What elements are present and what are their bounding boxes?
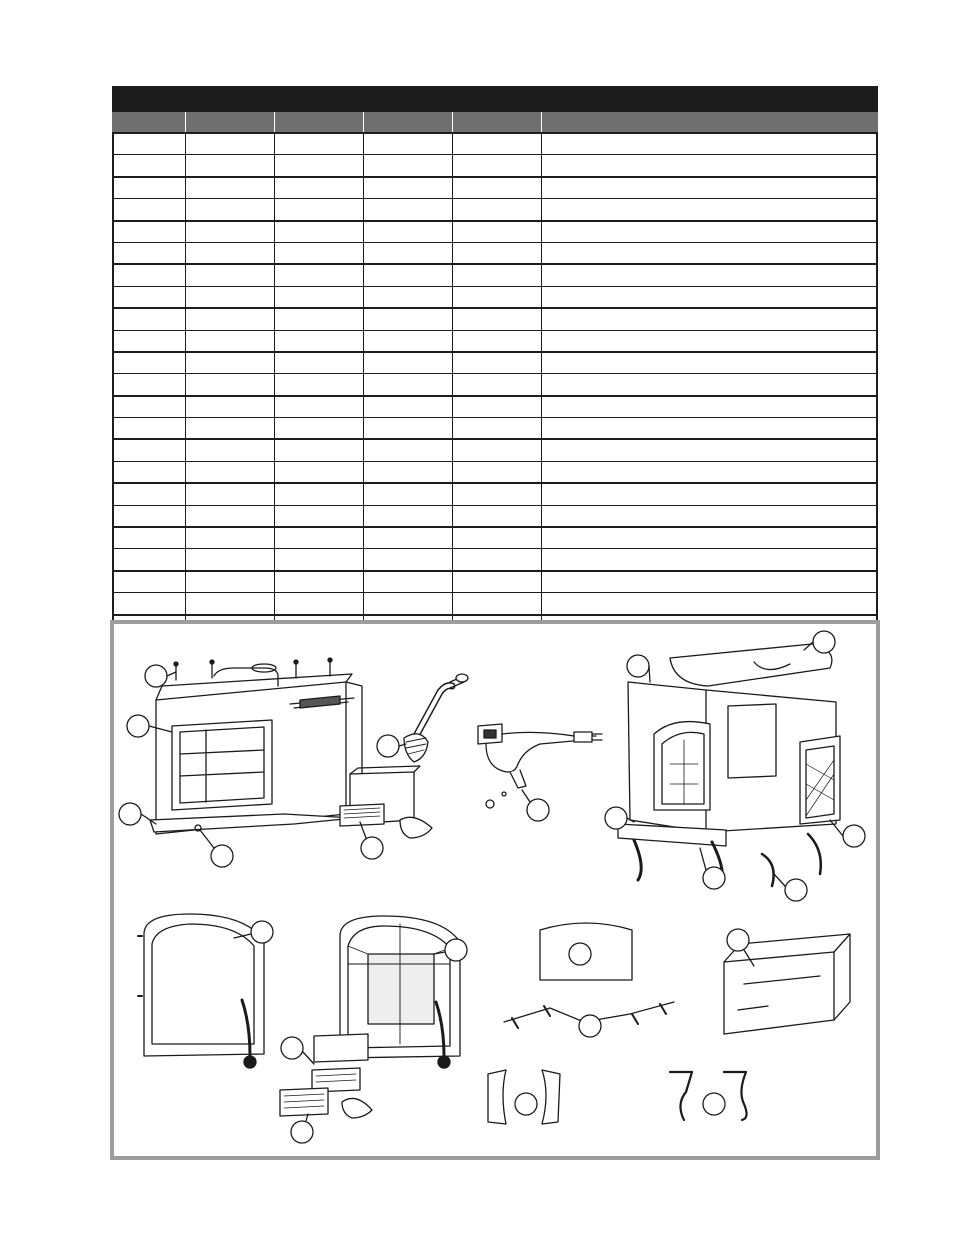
- table-cell: [453, 222, 542, 242]
- table-cell: [364, 199, 453, 219]
- table-cell: [364, 418, 453, 438]
- table-cell-description: [542, 155, 876, 175]
- table-cell: [453, 572, 542, 592]
- table-cell: [364, 309, 453, 329]
- table-cell: [275, 222, 364, 242]
- table-cell: [453, 440, 542, 460]
- table-cell: [453, 374, 542, 394]
- table-row: [114, 199, 876, 221]
- table-cell-description: [542, 374, 876, 394]
- table-cell: [364, 222, 453, 242]
- table-cell: [186, 265, 275, 285]
- table-cell: [453, 506, 542, 526]
- table-cell: [364, 374, 453, 394]
- table-cell-description: [542, 287, 876, 307]
- table-cell: [364, 593, 453, 613]
- table-cell-description: [542, 178, 876, 198]
- table-row: [114, 155, 876, 177]
- table-row: [114, 331, 876, 353]
- table-cell-description: [542, 528, 876, 548]
- table-cell-description: [542, 243, 876, 263]
- table-cell: [275, 462, 364, 482]
- table-cell: [114, 440, 186, 460]
- table-cell: [364, 353, 453, 373]
- table-cell: [364, 506, 453, 526]
- table-cell: [275, 549, 364, 569]
- table-row: [114, 265, 876, 286]
- table-cell: [114, 222, 186, 242]
- table-cell: [453, 287, 542, 307]
- table-cell-description: [542, 572, 876, 592]
- table-cell: [114, 484, 186, 504]
- table-cell: [275, 418, 364, 438]
- column-header-1: [112, 112, 186, 132]
- table-cell: [275, 155, 364, 175]
- table-row: [114, 374, 876, 396]
- table-cell-description: [542, 309, 876, 329]
- baffle-plate-drawing: [540, 923, 632, 980]
- table-cell: [114, 178, 186, 198]
- table-cell: [275, 199, 364, 219]
- table-cell: [275, 134, 364, 154]
- table-cell: [453, 265, 542, 285]
- table-cell-description: [542, 506, 876, 526]
- table-cell: [275, 287, 364, 307]
- table-cell: [114, 593, 186, 613]
- table-cell: [364, 572, 453, 592]
- table-cell: [114, 331, 186, 351]
- column-header-5: [453, 112, 542, 132]
- table-cell: [186, 199, 275, 219]
- table-cell-description: [542, 549, 876, 569]
- table-row: [114, 309, 876, 330]
- table-cell: [186, 374, 275, 394]
- table-cell: [275, 484, 364, 504]
- table-cell: [275, 331, 364, 351]
- table-cell-description: [542, 222, 876, 242]
- table-cell: [275, 528, 364, 548]
- table-cell: [453, 484, 542, 504]
- table-cell: [364, 178, 453, 198]
- stove-body-drawing: [618, 644, 840, 886]
- firebrick-rod-drawing: [504, 1002, 674, 1037]
- table-cell: [186, 440, 275, 460]
- table-cell: [114, 287, 186, 307]
- table-cell-description: [542, 593, 876, 613]
- table-cell: [114, 572, 186, 592]
- table-cell: [186, 418, 275, 438]
- table-cell: [114, 243, 186, 263]
- table-cell: [186, 287, 275, 307]
- table-cell: [186, 506, 275, 526]
- table-body: [112, 134, 878, 650]
- table-row: [114, 528, 876, 549]
- table-cell-description: [542, 397, 876, 417]
- door-arched-glass-drawing: [138, 914, 273, 1068]
- wiring-harness-drawing: [478, 724, 602, 821]
- table-cell: [186, 309, 275, 329]
- table-cell: [275, 309, 364, 329]
- table-cell: [453, 309, 542, 329]
- ash-drawer-drawing: [724, 929, 850, 1034]
- table-row: [114, 222, 876, 243]
- table-cell: [275, 243, 364, 263]
- table-cell: [114, 418, 186, 438]
- table-cell-description: [542, 418, 876, 438]
- table-row: [114, 440, 876, 461]
- table-cell: [275, 178, 364, 198]
- table-cell: [186, 353, 275, 373]
- table-row: [114, 593, 876, 615]
- column-header-2: [186, 112, 275, 132]
- table-row: [114, 287, 876, 309]
- table-cell: [114, 265, 186, 285]
- table-cell: [186, 155, 275, 175]
- table-cell: [186, 178, 275, 198]
- table-cell: [453, 418, 542, 438]
- table-cell: [275, 397, 364, 417]
- table-row: [114, 243, 876, 265]
- table-cell: [186, 528, 275, 548]
- table-cell-description: [542, 462, 876, 482]
- table-cell: [186, 572, 275, 592]
- table-cell: [186, 134, 275, 154]
- table-cell: [275, 572, 364, 592]
- table-row: [114, 353, 876, 374]
- table-cell: [364, 528, 453, 548]
- table-cell-description: [542, 134, 876, 154]
- table-cell: [453, 528, 542, 548]
- table-cell: [114, 134, 186, 154]
- table-cell: [186, 222, 275, 242]
- table-cell: [275, 506, 364, 526]
- table-cell: [453, 462, 542, 482]
- column-header-3: [275, 112, 364, 132]
- table-cell: [114, 353, 186, 373]
- table-cell: [186, 331, 275, 351]
- table-cell: [364, 397, 453, 417]
- table-cell-description: [542, 484, 876, 504]
- table-row: [114, 484, 876, 505]
- table-cell: [114, 528, 186, 548]
- table-cell: [114, 397, 186, 417]
- table-row: [114, 134, 876, 155]
- table-title-bar: [112, 86, 878, 112]
- column-header-description: [542, 112, 878, 132]
- parts-table: [112, 86, 878, 650]
- table-row: [114, 506, 876, 528]
- table-row: [114, 549, 876, 571]
- table-cell-description: [542, 265, 876, 285]
- table-cell: [364, 331, 453, 351]
- table-cell: [364, 155, 453, 175]
- table-cell: [275, 440, 364, 460]
- table-cell: [186, 549, 275, 569]
- table-cell-description: [542, 440, 876, 460]
- table-column-headers: [112, 112, 878, 134]
- blower-kit-drawing: [280, 1034, 372, 1143]
- table-cell: [114, 462, 186, 482]
- table-cell: [453, 353, 542, 373]
- side-panels-drawing: [488, 1070, 560, 1124]
- parts-diagram: [114, 624, 876, 1156]
- table-cell: [114, 374, 186, 394]
- table-cell-description: [542, 331, 876, 351]
- table-cell: [453, 199, 542, 219]
- table-cell: [186, 397, 275, 417]
- table-row: [114, 572, 876, 593]
- table-cell: [186, 462, 275, 482]
- table-cell: [364, 440, 453, 460]
- table-cell: [364, 549, 453, 569]
- table-cell: [453, 134, 542, 154]
- table-cell: [114, 199, 186, 219]
- parts-diagram-panel: [110, 620, 880, 1160]
- table-cell-description: [542, 353, 876, 373]
- table-cell: [364, 134, 453, 154]
- table-cell: [186, 243, 275, 263]
- table-cell: [453, 593, 542, 613]
- table-cell: [364, 462, 453, 482]
- table-cell: [275, 374, 364, 394]
- table-cell: [114, 549, 186, 569]
- table-cell: [453, 178, 542, 198]
- table-cell: [114, 309, 186, 329]
- column-header-4: [364, 112, 453, 132]
- table-cell: [275, 353, 364, 373]
- table-cell: [364, 265, 453, 285]
- table-cell: [364, 484, 453, 504]
- table-cell: [186, 593, 275, 613]
- table-row: [114, 178, 876, 199]
- table-cell: [186, 484, 275, 504]
- table-cell: [114, 506, 186, 526]
- table-cell: [453, 155, 542, 175]
- table-cell: [453, 331, 542, 351]
- table-cell: [114, 155, 186, 175]
- table-cell: [275, 593, 364, 613]
- table-row: [114, 397, 876, 418]
- handle-tool-drawing: [377, 674, 468, 762]
- table-row: [114, 418, 876, 440]
- table-cell: [453, 549, 542, 569]
- table-cell-description: [542, 199, 876, 219]
- cast-legs-drawing: [670, 1072, 747, 1120]
- table-cell: [453, 397, 542, 417]
- table-cell: [453, 243, 542, 263]
- table-cell: [364, 243, 453, 263]
- table-cell: [364, 287, 453, 307]
- table-row: [114, 462, 876, 484]
- table-cell: [275, 265, 364, 285]
